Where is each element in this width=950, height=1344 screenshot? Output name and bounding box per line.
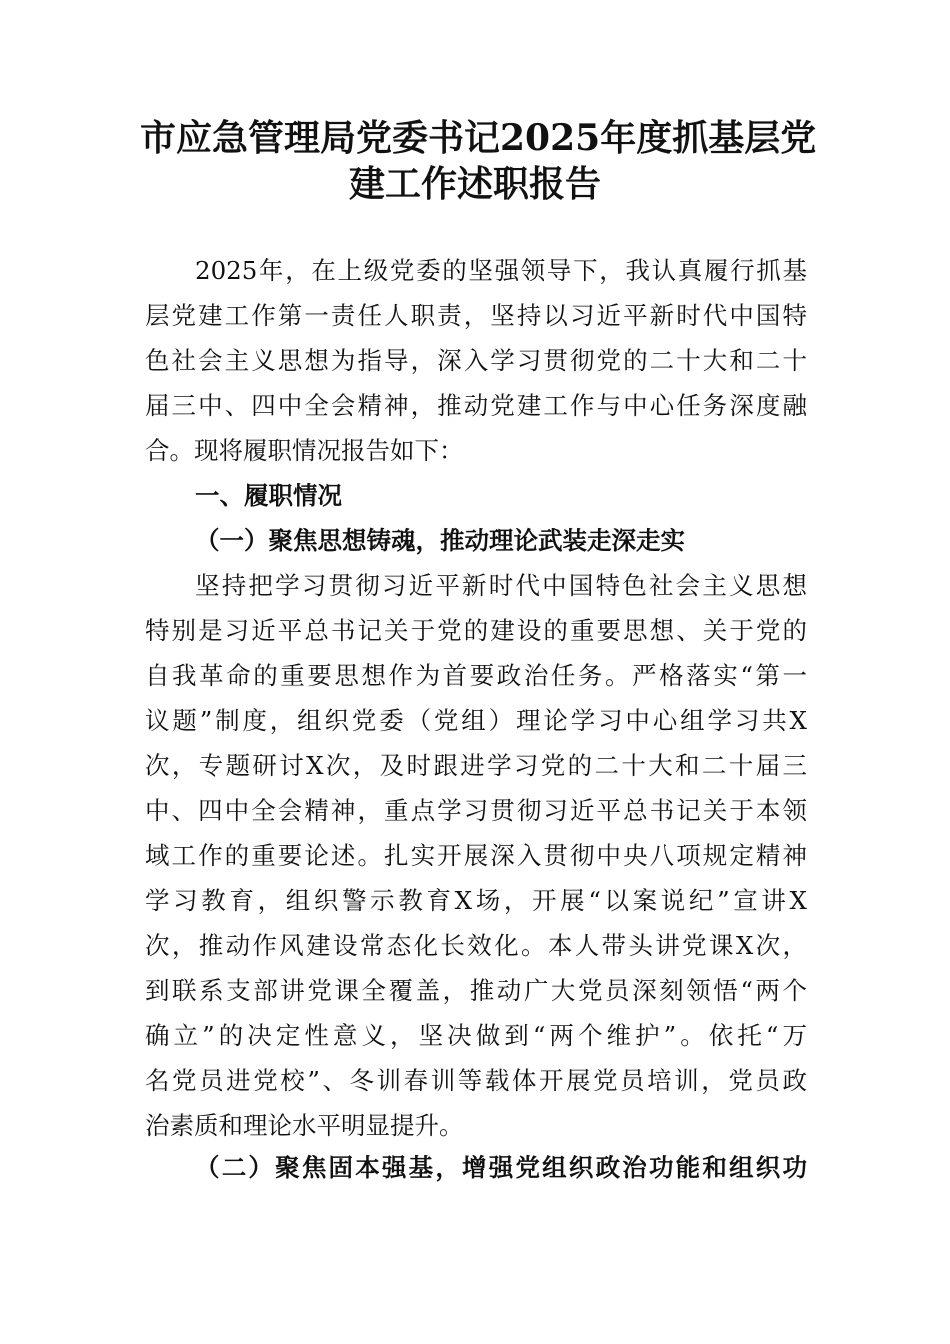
paragraph-line: 次，推动作风建设常态化长效化。本人带头讲党课X次， <box>145 931 807 960</box>
paragraph-line: 次，专题研讨X次，及时跟进学习党的二十大和二十届三 <box>145 751 807 780</box>
paragraph-line: 自我革命的重要思想作为首要政治任务。严格落实“第一 <box>145 661 807 690</box>
paragraph-line: 2025年，在上级党委的坚强领导下，我认真履行抓基 <box>195 256 807 285</box>
section-heading-1: 一、履职情况 <box>195 481 342 510</box>
paragraph-line: 治素质和理论水平明显提升。 <box>145 1111 464 1140</box>
paragraph-line: 确立”的决定性意义，坚决做到“两个维护”。依托“万 <box>145 1021 807 1050</box>
paragraph-line: 议题”制度，组织党委（党组）理论学习中心组学习共X <box>145 706 807 735</box>
paragraph-line: 特别是习近平总书记关于党的建设的重要思想、关于党的 <box>145 616 807 645</box>
subsection-1-paragraph <box>145 563 807 1148</box>
paragraph-line: 届三中、四中全会精神，推动党建工作与中心任务深度融 <box>145 391 807 420</box>
paragraph-line: 学习教育，组织警示教育X场，开展“以案说纪”宣讲X <box>145 886 807 915</box>
document-title-line-1: 市应急管理局党委书记2025年度抓基层党 <box>140 117 817 159</box>
paragraph-line: 域工作的重要论述。扎实开展深入贯彻中央八项规定精神 <box>145 841 807 870</box>
subsection-heading-1: （一）聚焦思想铸魂，推动理论武装走深走实 <box>195 526 685 555</box>
paragraph-line: 坚持把学习贯彻习近平新时代中国特色社会主义思想 <box>195 571 807 600</box>
paragraph-line: 名党员进党校”、冬训春训等载体开展党员培训，党员政 <box>145 1066 807 1095</box>
intro-paragraph <box>145 248 807 473</box>
document-title-line-2: 建工作述职报告 <box>348 163 601 205</box>
paragraph-line: 到联系支部讲党课全覆盖，推动广大党员深刻领悟“两个 <box>145 976 807 1005</box>
paragraph-line: 层党建工作第一责任人职责，坚持以习近平新时代中国特 <box>145 301 807 330</box>
paragraph-line: 合。现将履职情况报告如下： <box>145 436 464 465</box>
paragraph-line: 中、四中全会精神，重点学习贯彻习近平总书记关于本领 <box>145 796 807 825</box>
paragraph-line: 色社会主义思想为指导，深入学习贯彻党的二十大和二十 <box>145 346 807 375</box>
subsection-heading-2: （二）聚焦固本强基，增强党组织政治功能和组织功 <box>195 1153 807 1182</box>
